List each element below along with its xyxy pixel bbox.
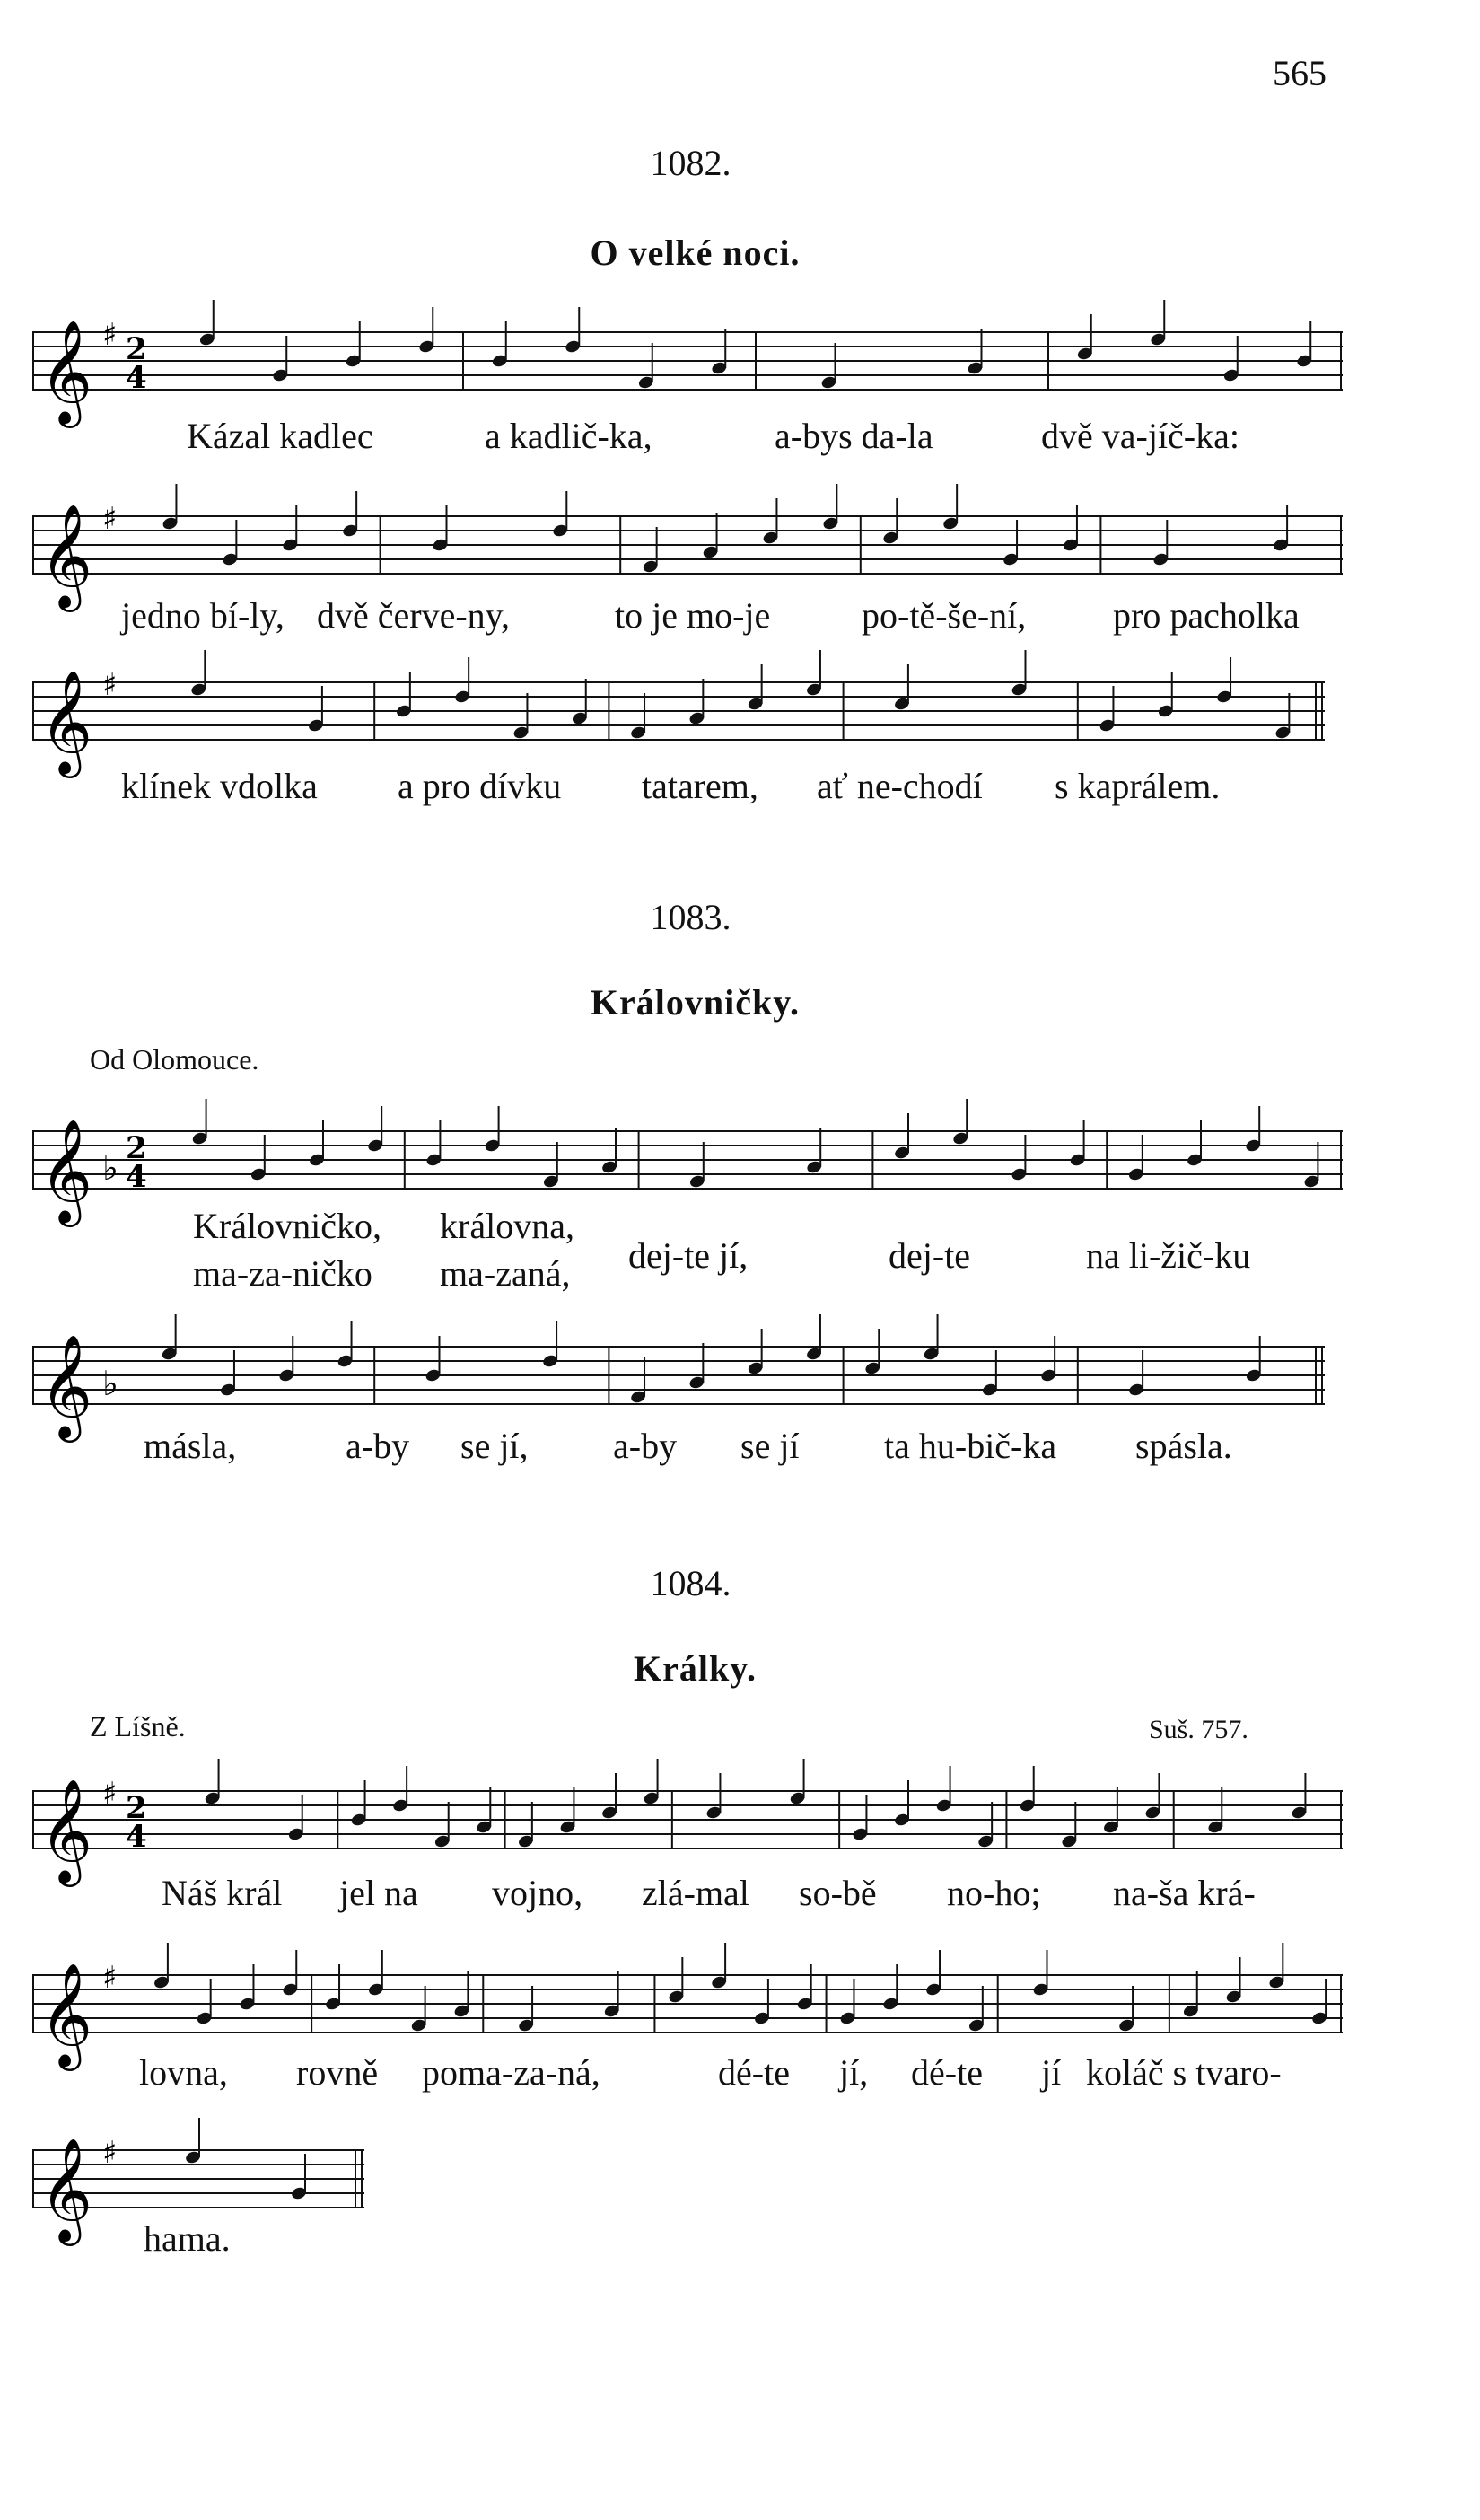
treble-clef-icon: 𝄞 [39, 319, 93, 424]
lyric-fragment: a-by [613, 1426, 678, 1466]
song-origin: Z Líšně. [90, 1710, 186, 1743]
song-origin: Od Olomouce. [90, 1043, 259, 1076]
lyric-fragment: to je mo-je [615, 595, 771, 636]
song-number: 1083. [650, 897, 731, 937]
lyric-fragment: dé-te [718, 2052, 790, 2093]
treble-clef-icon: 𝄞 [39, 1333, 93, 1438]
lyric-fragment: Královničko, [193, 1206, 381, 1246]
treble-clef-icon: 𝄞 [39, 669, 93, 774]
lyric-fragment: ma-za-ničko [193, 1253, 372, 1294]
lyric-fragment: na li-žič-ku [1086, 1235, 1251, 1276]
lyric-fragment: ta hu-bič-ka [884, 1426, 1057, 1466]
treble-clef-icon: 𝄞 [39, 503, 93, 608]
lyric-fragment: a-bys da-la [775, 416, 933, 456]
song-number: 1082. [650, 143, 731, 183]
lyric-fragment: poma-za-ná, [422, 2052, 600, 2093]
lyric-fragment: dej-te jí, [628, 1235, 749, 1276]
lyric-fragment: no-ho; [947, 1873, 1041, 1913]
treble-clef-icon: 𝄞 [39, 1118, 93, 1223]
song-title: O velké noci. [590, 233, 801, 273]
lyric-fragment: dej-te [889, 1235, 971, 1276]
sharp-key-signature-icon: ♯ [102, 667, 118, 703]
music-staff [32, 1957, 1343, 2067]
lyric-fragment: pro pacholka [1113, 595, 1300, 636]
song-source-reference: Suš. 757. [1149, 1715, 1248, 1744]
lyric-fragment: po-tě-še-ní, [862, 595, 1027, 636]
lyric-fragment: a-by [346, 1426, 410, 1466]
song-number: 1084. [650, 1563, 731, 1603]
lyric-fragment: ma-zaná, [440, 1253, 571, 1294]
music-staff [32, 1773, 1343, 1883]
lyric-fragment: tatarem, [642, 766, 758, 806]
lyric-fragment: so-bě [799, 1873, 877, 1913]
time-signature-denominator: 4 [126, 360, 147, 396]
treble-clef-icon: 𝄞 [39, 2137, 93, 2242]
music-staff [32, 1113, 1343, 1223]
music-staff [32, 314, 1343, 424]
time-signature-numerator: 2 [126, 331, 147, 367]
time-signature-numerator: 2 [126, 1130, 147, 1166]
lyric-fragment: hama. [144, 2218, 231, 2259]
flat-key-signature-icon: ♭ [102, 1364, 118, 1403]
lyric-fragment: klínek vdolka [121, 766, 318, 806]
lyric-fragment: zlá-mal [642, 1873, 749, 1913]
page-number: 565 [1273, 53, 1327, 93]
lyric-fragment: lovna, [139, 2052, 228, 2093]
song-title: Královničky. [590, 982, 801, 1023]
music-staff [32, 498, 1343, 608]
lyric-fragment: vojno, [492, 1873, 583, 1913]
lyric-fragment: dvě va-jíč-ka: [1041, 416, 1239, 456]
lyric-fragment: rovně [296, 2052, 379, 2093]
lyric-fragment: jel na [339, 1873, 418, 1913]
lyric-fragment: Náš král [162, 1873, 283, 1913]
sharp-key-signature-icon: ♯ [102, 317, 118, 353]
sharp-key-signature-icon: ♯ [102, 1776, 118, 1812]
sharp-key-signature-icon: ♯ [102, 2135, 118, 2171]
time-signature-denominator: 4 [126, 1819, 147, 1855]
lyric-fragment: jí [1041, 2052, 1062, 2093]
lyric-fragment: ať ne-chodí [817, 766, 983, 806]
flat-key-signature-icon: ♭ [102, 1148, 118, 1188]
sharp-key-signature-icon: ♯ [102, 501, 118, 537]
lyric-fragment: másla, [144, 1426, 237, 1466]
lyric-fragment: na-ša krá- [1113, 1873, 1256, 1913]
lyric-fragment: a pro dívku [398, 766, 562, 806]
lyric-fragment: spásla. [1135, 1426, 1232, 1466]
lyric-fragment: Kázal kadlec [187, 416, 373, 456]
lyric-fragment: dvě červe-ny, [317, 595, 511, 636]
lyric-fragment: královna, [440, 1206, 574, 1246]
time-signature-numerator: 2 [126, 1790, 147, 1826]
lyric-fragment: dé-te [911, 2052, 983, 2093]
treble-clef-icon: 𝄞 [39, 1962, 93, 2067]
lyric-fragment: se jí, [460, 1426, 529, 1466]
lyric-fragment: se jí [740, 1426, 800, 1466]
time-signature-denominator: 4 [126, 1159, 147, 1195]
treble-clef-icon: 𝄞 [39, 1778, 93, 1883]
lyric-fragment: koláč s tvaro- [1086, 2052, 1282, 2093]
lyric-fragment: s kaprálem. [1055, 766, 1221, 806]
music-staff [32, 664, 1325, 774]
lyric-fragment: jí, [839, 2052, 869, 2093]
song-title: Králky. [633, 1648, 758, 1689]
sharp-key-signature-icon: ♯ [102, 1960, 118, 1996]
lyric-fragment: jedno bí-ly, [121, 595, 285, 636]
music-staff [32, 1329, 1325, 1438]
lyric-fragment: a kadlič-ka, [485, 416, 652, 456]
